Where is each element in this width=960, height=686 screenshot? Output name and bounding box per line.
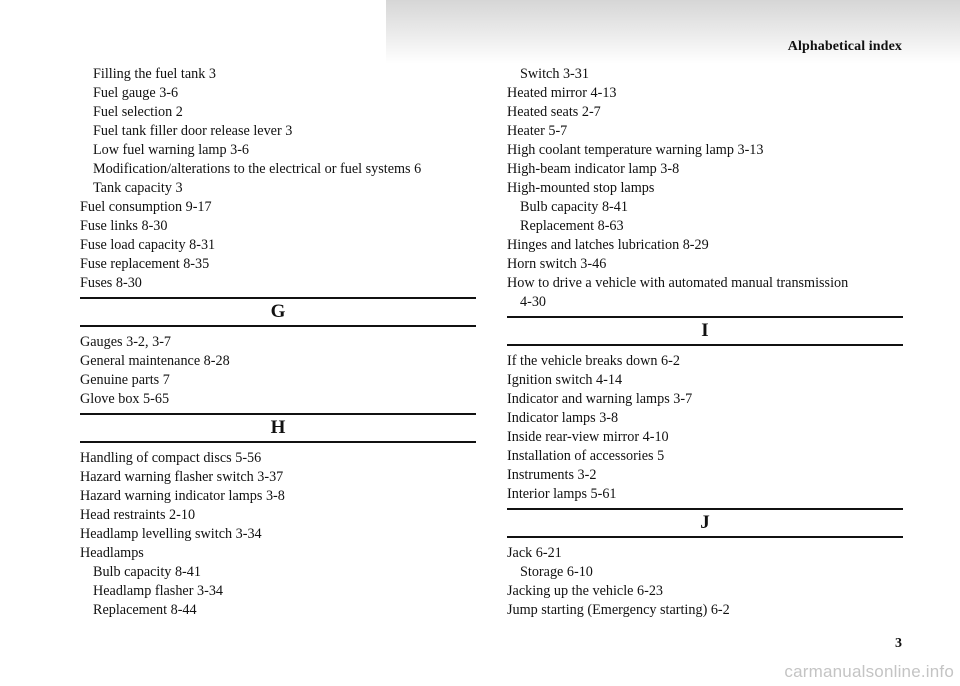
watermark-text: carmanualsonline.info (784, 662, 954, 681)
index-entry: Headlamps (80, 545, 144, 561)
index-subentry: Bulb capacity 8-41 (520, 199, 628, 215)
index-subentry: Tank capacity 3 (93, 180, 183, 196)
index-entry: Head restraints 2-10 (80, 507, 196, 523)
index-subentry: Bulb capacity 8-41 (93, 564, 201, 580)
index-entry: Genuine parts 7 (80, 372, 170, 388)
index-entry: Installation of accessories 5 (507, 448, 665, 464)
index-subentry: Filling the fuel tank 3 (93, 66, 216, 82)
index-subentry: Storage 6-10 (520, 564, 593, 580)
index-column-right (507, 65, 903, 620)
index-subentry: Fuel tank filler door release lever 3 (93, 123, 293, 139)
section-letter-heading: J (507, 508, 903, 538)
index-entry: Inside rear-view mirror 4-10 (507, 429, 669, 445)
index-entry: Jacking up the vehicle 6-23 (507, 583, 664, 599)
index-entry: Instruments 3-2 (507, 467, 597, 483)
index-entry: Indicator lamps 3-8 (507, 410, 619, 426)
index-entry: Interior lamps 5-61 (507, 486, 617, 502)
index-entry: Ignition switch 4-14 (507, 372, 623, 388)
index-subentry: Replacement 8-63 (520, 218, 624, 234)
index-entry: Fuse replacement 8-35 (80, 256, 210, 272)
index-entry: Fuse load capacity 8-31 (80, 237, 216, 253)
index-entry: Headlamp levelling switch 3-34 (80, 526, 262, 542)
index-entry: Fuses 8-30 (80, 275, 142, 291)
index-entry: Jack 6-21 (507, 545, 562, 561)
index-entry: Indicator and warning lamps 3-7 (507, 391, 693, 407)
index-entry: Gauges 3-2, 3-7 (80, 334, 172, 350)
index-entry: High coolant temperature warning lamp 3-13 (507, 142, 764, 158)
index-entry: High-beam indicator lamp 3-8 (507, 161, 680, 177)
index-entry: Hazard warning indicator lamps 3-8 (80, 488, 285, 504)
index-subentry: Modification/alterations to the electrical or fuel systems 6 (93, 161, 422, 177)
section-letter-heading: I (507, 316, 903, 346)
index-entry: Fuse links 8-30 (80, 218, 168, 234)
index-subentry: Low fuel warning lamp 3-6 (93, 142, 250, 158)
index-subentry: Replacement 8-44 (93, 602, 197, 618)
index-entry: Glove box 5-65 (80, 391, 170, 407)
index-column-left (80, 65, 476, 620)
index-subentry: Switch 3-31 (520, 66, 589, 82)
page-number: 3 (895, 636, 902, 651)
index-subentry: Headlamp flasher 3-34 (93, 583, 224, 599)
index-subentry: Fuel gauge 3-6 (93, 85, 179, 101)
index-entry: General maintenance 8-28 (80, 353, 230, 369)
section-letter-heading: H (80, 413, 476, 443)
index-entry: Horn switch 3-46 (507, 256, 607, 272)
index-entry: Handling of compact discs 5-56 (80, 450, 262, 466)
index-entry: Hazard warning flasher switch 3-37 (80, 469, 284, 485)
index-entry: If the vehicle breaks down 6-2 (507, 353, 680, 369)
index-entry: Heater 5-7 (507, 123, 568, 139)
index-entry: Fuel consumption 9-17 (80, 199, 212, 215)
index-subentry: Fuel selection 2 (93, 104, 183, 120)
index-entry: Hinges and latches lubrication 8-29 (507, 237, 709, 253)
index-entry: High-mounted stop lamps (507, 180, 655, 196)
index-entry: Heated seats 2-7 (507, 104, 601, 120)
index-entry: 4-30 (520, 294, 547, 310)
section-letter-heading: G (80, 297, 476, 327)
index-entry: How to drive a vehicle with automated manual transmission (507, 275, 849, 291)
index-entry: Heated mirror 4-13 (507, 85, 617, 101)
index-entry: Jump starting (Emergency starting) 6-2 (507, 602, 730, 618)
page-title: Alphabetical index (787, 39, 902, 54)
